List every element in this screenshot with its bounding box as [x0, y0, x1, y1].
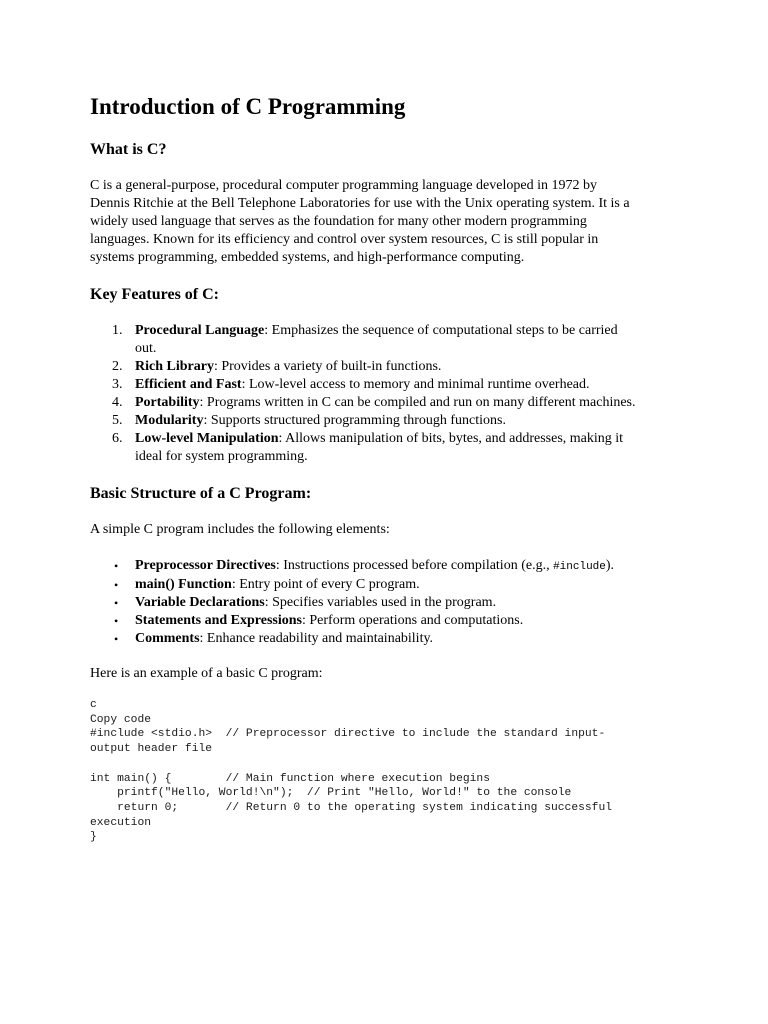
code-line: output header file	[90, 743, 213, 756]
list-item	[90, 412, 690, 430]
feature-term: Low-level Manipulation	[135, 431, 279, 446]
inline-code: #include	[553, 561, 606, 573]
paragraph-line: Dennis Ritchie at the Bell Telephone Laboratories for use with the Unix operating system. It is a	[90, 196, 630, 211]
list-item	[90, 630, 690, 648]
bullet-icon: •	[114, 614, 119, 628]
structure-desc: : Specifies variables used in the program.	[264, 595, 497, 610]
bullet-icon: •	[114, 632, 119, 646]
section-heading-basic-structure: Basic Structure of a C Program:	[90, 485, 312, 502]
list-number: 2.	[112, 359, 123, 374]
code-line	[90, 757, 612, 772]
list-number: 1.	[112, 323, 123, 338]
bullet-icon: •	[114, 559, 119, 573]
what-is-c-paragraph	[90, 177, 680, 267]
feature-desc: : Provides a variety of built-in functions.	[213, 359, 442, 374]
code-line: }	[90, 831, 97, 844]
feature-term: Portability	[135, 395, 200, 410]
list-item	[90, 612, 690, 630]
list-item	[90, 557, 690, 576]
feature-term: Procedural Language	[135, 323, 265, 338]
section-heading-key-features: Key Features of C:	[90, 286, 219, 303]
code-line: #include <stdio.h> // Preprocessor directive to include the standard input-	[90, 728, 606, 741]
structure-intro: A simple C program includes the following elements:	[90, 522, 390, 537]
feature-desc: : Allows manipulation of bits, bytes, and addresses, making it	[278, 431, 624, 446]
paragraph-line: systems programming, embedded systems, and high-performance computing.	[90, 250, 525, 265]
list-item	[90, 322, 690, 358]
feature-desc: : Low-level access to memory and minimal runtime overhead.	[241, 377, 590, 392]
list-item	[90, 394, 690, 412]
structure-term: Variable Declarations	[135, 595, 265, 610]
structure-desc: : Enhance readability and maintainability.	[199, 631, 434, 646]
bullet-icon: •	[114, 596, 119, 610]
code-line: execution	[90, 816, 152, 829]
feature-term: Modularity	[135, 413, 204, 428]
structure-desc: : Perform operations and computations.	[302, 613, 524, 628]
list-number: 3.	[112, 377, 123, 392]
feature-desc: : Programs written in C can be compiled and run on many different machines.	[199, 395, 636, 410]
paragraph-line: C is a general-purpose, procedural computer programming language developed in 1972 by	[90, 178, 597, 193]
code-line: int main() { // Main function where execution begins	[90, 772, 490, 785]
code-line: printf("Hello, World!\n"); // Print "Hello, World!" to the console	[90, 787, 572, 800]
code-language-label: c	[90, 699, 97, 711]
structure-list	[90, 557, 690, 648]
structure-desc-end: ).	[605, 558, 615, 573]
example-intro: Here is an example of a basic C program:	[90, 666, 323, 681]
paragraph-line: widely used language that serves as the foundation for many other modern programming	[90, 214, 587, 229]
copy-code-button[interactable]: Copy code	[90, 713, 152, 726]
list-number: 4.	[112, 395, 123, 410]
structure-term: Preprocessor Directives	[135, 558, 276, 573]
page-title: Introduction of C Programming	[90, 94, 406, 119]
feature-term: Rich Library	[135, 359, 214, 374]
structure-term: Comments	[135, 631, 200, 646]
list-item	[90, 358, 690, 376]
list-number: 5.	[112, 413, 123, 428]
code-block	[90, 698, 612, 845]
list-item	[90, 430, 690, 466]
feature-desc: : Emphasizes the sequence of computational steps to be carried	[264, 323, 618, 338]
structure-term: Statements and Expressions	[135, 613, 302, 628]
feature-term: Efficient and Fast	[135, 377, 242, 392]
structure-desc: : Entry point of every C program.	[231, 577, 420, 592]
feature-desc-cont: out.	[135, 341, 157, 356]
paragraph-line: languages. Known for its efficiency and control over system resources, C is still popular in	[90, 232, 599, 247]
features-list	[90, 322, 690, 466]
list-item	[90, 594, 690, 612]
list-item	[90, 376, 690, 394]
bullet-icon: •	[114, 578, 119, 592]
feature-desc: : Supports structured programming through functions.	[203, 413, 506, 428]
structure-term: main() Function	[135, 577, 232, 592]
list-item	[90, 576, 690, 594]
section-heading-what-is-c: What is C?	[90, 141, 167, 158]
code-line: return 0; // Return 0 to the operating system indicating successful	[90, 801, 613, 814]
structure-desc: : Instructions processed before compilation (e.g.,	[275, 558, 554, 573]
feature-desc-cont: ideal for system programming.	[135, 449, 308, 464]
list-number: 6.	[112, 431, 123, 446]
